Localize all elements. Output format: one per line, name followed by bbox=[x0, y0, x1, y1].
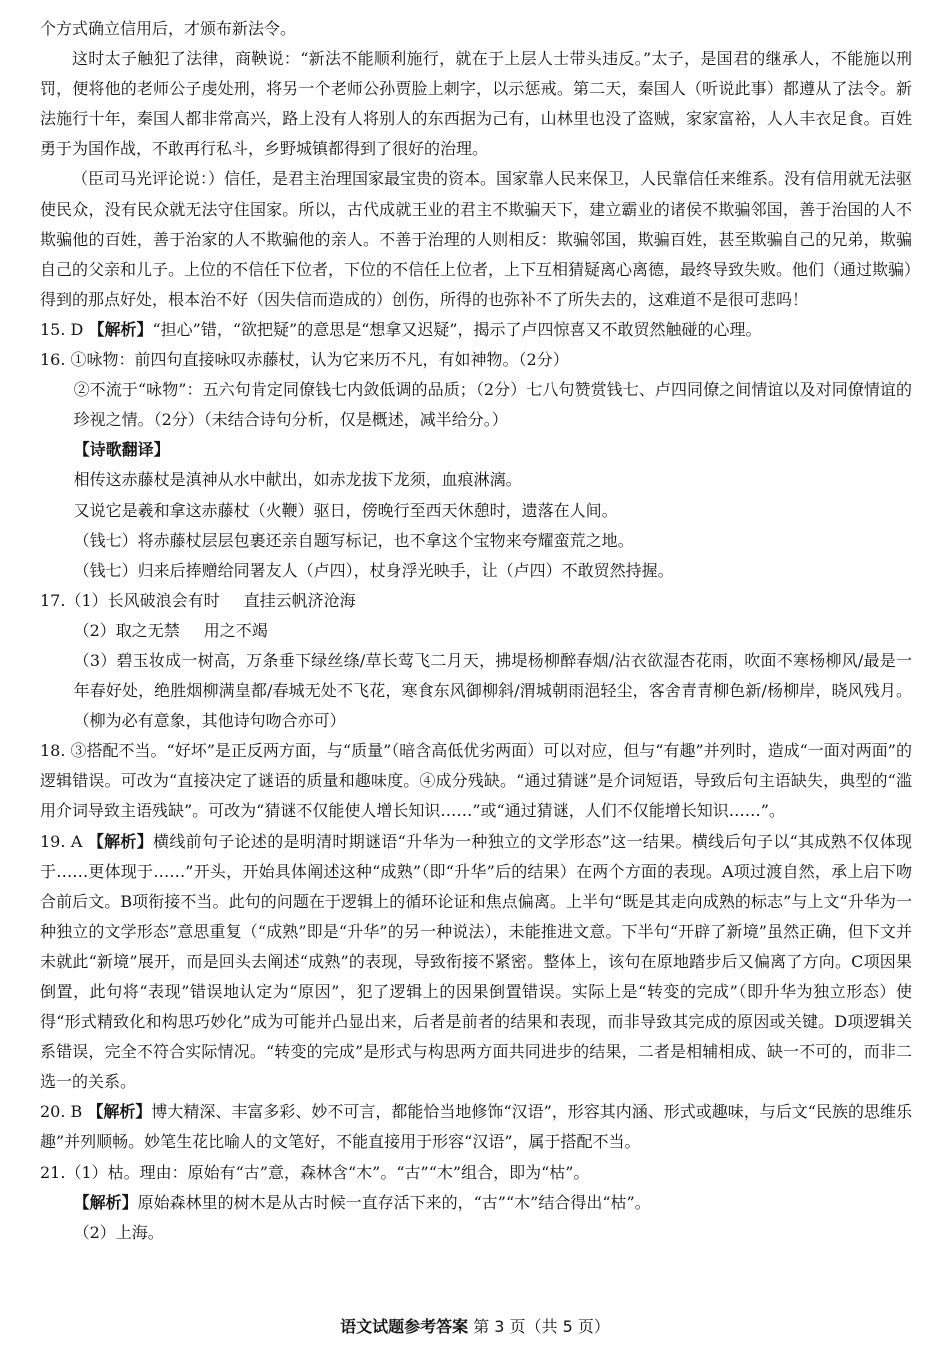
poem-line: （钱七）归来后捧赠给同署友人（卢四），杖身浮光映手，让（卢四）不敢贸然持握。 bbox=[73, 560, 674, 580]
answer-15 bbox=[40, 315, 912, 345]
footer-page-number: 第 3 页（共 5 页） bbox=[473, 1317, 610, 1336]
answer-19-number: 19. A bbox=[40, 831, 83, 851]
translation-paragraph-2: （臣司马光评论说：）信任，是君主治理国家最宝贵的资本。国家靠人民来保卫，人民靠信任来维系。没有信用就无法驱使民众，没有民众就无法守住国家。所以，古代成就王业的君主不欺骗天下，建立霸业的诸侯不欺骗邻国，善于治国的人不欺骗他的百姓，善于治家的人不欺骗他的亲人。不善于治理的人则相反：欺骗邻国，欺骗百姓，甚至欺骗自己的兄弟，欺骗自己的父亲和儿子。上位的不信任下位者，下位的不信任上位者，上下互相猜疑离心离德，最终导致失败。他们（通过欺骗）得到的那点好处，根本治不好（因失信而造成的）创伤，所得的也弥补不了所失去的，这难道不是很可悲吗！ bbox=[40, 169, 913, 309]
translation-paragraph-1: 这时太子触犯了法律，商鞅说：“新法不能顺利施行，就在于上层人士带头违反。”太子，是国君的继承人，不能施以刑罚，便将他的老师公子虔处刑，将另一个老师公孙贾脸上刺字，以示惩戒。第二天，秦国人（听说此事）都遵从了法令。新法施行十年，秦国人都非常高兴，路上没有人将别人的东西据为己有，山林里也没了盗贼，家家富裕，人人丰衣足食。百姓勇于为国作战，不敢再行私斗，乡野城镇都得到了很好的治理。 bbox=[40, 49, 912, 159]
answer-16-line-1: 16. ①咏物：前四句直接咏叹赤藤杖，认为它来历不凡，有如神物。（2分） bbox=[40, 350, 569, 370]
answer-15-tag: 【解析】 bbox=[88, 319, 153, 339]
poem-line: 相传这赤藤杖是滇神从水中献出，如赤龙拔下龙须，血痕淋漓。 bbox=[73, 470, 522, 490]
answer-17-line-2-a: （2）取之无禁 bbox=[73, 620, 180, 640]
page-content bbox=[40, 14, 912, 1248]
continuation-line: 个方式确立信用后，才颁布新法令。 bbox=[40, 19, 297, 38]
answer-19-text: 横线前句子论述的是明清时期谜语“升华为一种独立的文学形态”这一结果。横线后句子以“其成熟不仅体现于……更体现于……”开头，开始具体阐述这种“成熟”（即“升华”后的结果）在两个方面的表现。A项过渡自然，承上启下吻合前后文。B项衔接不当。此句的问题在于逻辑上的循环论证和焦点偏离。上半句“既是其走向成熟的标志”与上文“升华为一种独立的文学形态”意思重复（“成熟”即是“升华”的另一种说法），未能推进文意。下半句“开辟了新境”虽然正确，但下文并未就此“新境”展开，而是回头去阐述“成熟”的表现，导致衔接不紧密。整体上，该句在原地踏步后又偏离了方向。C项因果倒置，此句将“表现”错误地认定为“原因”，犯了逻辑上的因果倒置错误。实际上是“转变的完成”（即升华为独立形态）使得“形式精致化和构思巧妙化”成为可能并凸显出来，后者是前者的结果和表现，而非导致其完成的原因或关键。D项逻辑关系错误，完全不符合实际情况。“转变的完成”是形式与构思两方面共同进步的结果，二者是相辅相成、缺一不可的，而非二选一的关系。 bbox=[40, 831, 912, 1092]
answer-17-line-1 bbox=[40, 586, 912, 616]
answer-21-line-3: （2）上海。 bbox=[73, 1222, 164, 1242]
poem-line: 又说它是羲和拿这赤藤杖（火鞭）驱日，傍晚行至西天休憩时，遗落在人间。 bbox=[73, 500, 618, 520]
answer-17-line-3: （3）碧玉妆成一树高，万条垂下绿丝绦/草长莺飞二月天，拂堤杨柳醉春烟/沾衣欲湿杏花雨，吹面不寒杨柳风/最是一年春好处，绝胜烟柳满皇都/春城无处不飞花，寒食东风御柳斜/渭城朝雨浥轻尘，客舍青青柳色新/杨柳岸，晓风残月。（柳为必有意象，其他诗句吻合亦可） bbox=[73, 650, 912, 731]
answer-15-number: 15. D bbox=[40, 319, 84, 339]
answer-20-tag: 【解析】 bbox=[87, 1102, 152, 1122]
answer-17-line-2 bbox=[40, 616, 912, 646]
answer-17-line-1-b: 直挂云帆济沧海 bbox=[243, 590, 356, 610]
answer-20-number: 20. B bbox=[40, 1102, 83, 1122]
answer-20-text: 博大精深、丰富多彩、妙不可言，都能恰当地修饰“汉语”，形容其内涵、形式或趣味，与后文“民族的思维乐趣”并列顺畅。妙笔生花比喻人的文笔好，不能直接用于形容“汉语”，属于搭配不当。 bbox=[40, 1102, 912, 1152]
answer-21-analysis-text: 原始森林里的树木是从古时候一直存活下来的，“古”“木”结合得出“枯”。 bbox=[137, 1192, 651, 1212]
answer-19 bbox=[40, 827, 912, 1098]
answer-17-line-2-b: 用之不竭 bbox=[203, 620, 268, 640]
answer-16-line-2: ②不流于“咏物”：五六句肯定同僚钱七内敛低调的品质；（2分）七八句赞赏钱七、卢四同僚之间情谊以及对同僚情谊的珍视之情。（2分）（未结合诗句分析，仅是概述，减半给分。） bbox=[73, 380, 912, 430]
answer-18: 18. ③搭配不当。“好坏”是正反两方面，与“质量”（暗含高低优劣两面）可以对应，但与“有趣”并列时，造成“一面对两面”的逻辑错误。可改为“直接决定了谜语的质量和趣味度。④成分残缺。“通过猜谜”是介词短语，导致后句主语缺失，典型的“滥用介词导致主语残缺”。可改为“猜谜不仅能使人增长知识……”或“通过猜谜，人们不仅能增长知识……”。 bbox=[40, 741, 912, 821]
answer-21-analysis bbox=[40, 1188, 912, 1218]
answer-21-line-1: 21.（1）枯。理由：原始有“古”意，森林含“木”。“古”“木”组合，即为“枯”。 bbox=[40, 1162, 590, 1182]
answer-19-tag: 【解析】 bbox=[87, 831, 154, 851]
poem-line: （钱七）将赤藤杖层层包裹还亲自题写标记，也不拿这个宝物来夸耀蛮荒之地。 bbox=[73, 530, 634, 550]
footer-title: 语文试题参考答案 bbox=[340, 1317, 469, 1336]
answer-15-text: “担心”错，“欲把疑”的意思是“想拿又迟疑”，揭示了卢四惊喜又不敢贸然触碰的心理。 bbox=[152, 319, 762, 339]
poem-translation-title: 【诗歌翻译】 bbox=[73, 440, 170, 460]
answer-21-tag: 【解析】 bbox=[73, 1192, 138, 1212]
answer-20 bbox=[40, 1097, 912, 1157]
page-footer bbox=[0, 1314, 950, 1337]
answer-17-line-1-a: 17.（1）长风破浪会有时 bbox=[40, 590, 220, 610]
